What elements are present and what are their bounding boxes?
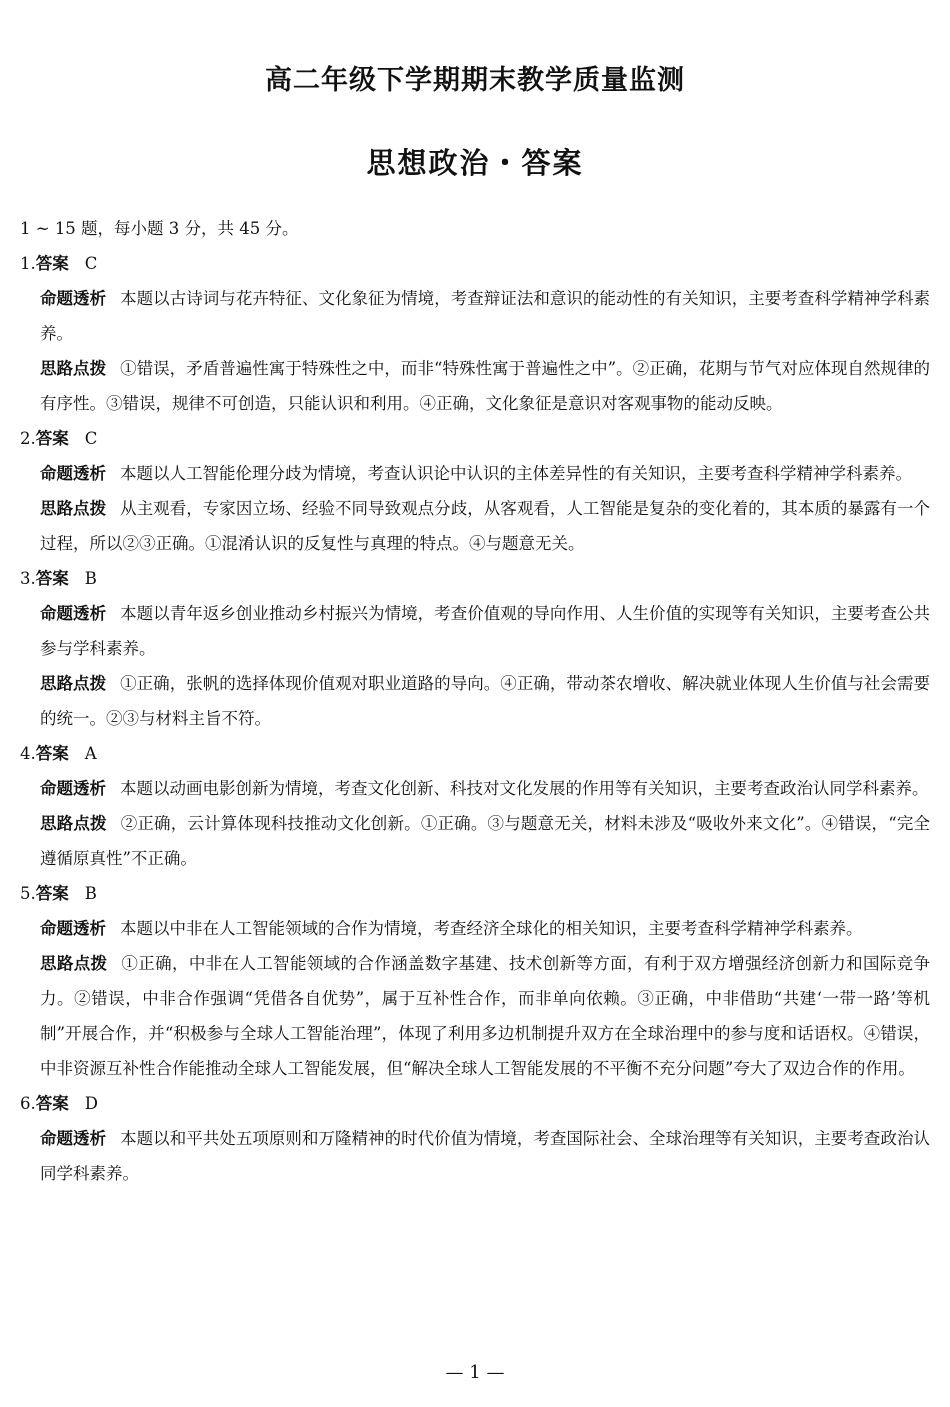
question-5-answer (20, 876, 930, 911)
question-4-analysis (40, 771, 930, 806)
answer-label: 答案 (35, 429, 69, 448)
hint-label: 思路点拨 (40, 954, 108, 973)
question-3-answer (20, 561, 930, 596)
question-number: 6. (20, 1094, 36, 1113)
answer-value: B (84, 884, 97, 903)
answer-label: 答案 (35, 884, 69, 903)
question-5-analysis (40, 911, 930, 946)
page-title: 高二年级下学期期末教学质量监测 (265, 65, 685, 96)
question-2-answer (20, 421, 930, 456)
question-6-analysis (40, 1121, 930, 1191)
question-3-analysis (40, 596, 930, 666)
answer-value: C (84, 429, 98, 448)
analysis-label: 命题透析 (40, 1129, 107, 1148)
answer-label: 答案 (35, 1094, 69, 1113)
hint-label: 思路点拨 (40, 814, 107, 833)
question-number: 2. (20, 429, 36, 448)
analysis-label: 命题透析 (40, 289, 107, 308)
scoring-note: 1 ~ 15 题，每小题 3 分，共 45 分。 (20, 219, 299, 238)
answer-content (20, 211, 930, 1191)
analysis-text: 本题以人工智能伦理分歧为情境，考查认识论中认识的主体差异性的有关知识，主要考查科学精神学科素养。 (120, 464, 912, 483)
analysis-label: 命题透析 (40, 779, 106, 798)
question-5-hint (40, 946, 930, 1086)
question-number: 3. (20, 569, 36, 588)
question-1-answer (20, 246, 930, 281)
analysis-text: 本题以青年返乡创业推动乡村振兴为情境，考查价值观的导向作用、人生价值的实现等有关知识，主要考查公共参与学科素养。 (40, 604, 931, 658)
analysis-label: 命题透析 (40, 464, 106, 483)
question-1-hint (40, 351, 930, 421)
hint-label: 思路点拨 (40, 674, 107, 693)
question-4-hint (40, 806, 930, 876)
hint-text: ①正确，张帆的选择体现价值观对职业道路的导向。④正确，带动茶农增收、解决就业体现人生价值与社会需要的统一。②③与材料主旨不符。 (40, 674, 931, 728)
question-4-answer (20, 736, 930, 771)
analysis-text: 本题以古诗词与花卉特征、文化象征为情境，考查辩证法和意识的能动性的有关知识，主要考查科学精神学科素养。 (40, 289, 931, 343)
question-3-hint (40, 666, 930, 736)
analysis-text: 本题以和平共处五项原则和万隆精神的时代价值为情境，考查国际社会、全球治理等有关知识，主要考查政治认同学科素养。 (40, 1129, 931, 1183)
question-number: 1. (20, 254, 36, 273)
analysis-text: 本题以中非在人工智能领域的合作为情境，考查经济全球化的相关知识，主要考查科学精神学科素养。 (120, 919, 863, 938)
answer-value: C (84, 254, 98, 273)
hint-text: ①错误，矛盾普遍性寓于特殊性之中，而非“特殊性寓于普遍性之中”。②正确，花期与节气对应体现自然规律的有序性。③错误，规律不可创造，只能认识和利用。④正确，文化象征是意识对客观事物的能动反映。 (40, 359, 931, 413)
answer-value: B (84, 569, 97, 588)
question-number: 4. (20, 744, 36, 763)
question-6-answer (20, 1086, 930, 1121)
answer-value: D (84, 1094, 98, 1113)
page-number: — 1 — (445, 1362, 505, 1383)
answer-label: 答案 (35, 569, 69, 588)
hint-text: ②正确，云计算体现科技推动文化创新。①正确。③与题意无关，材料未涉及“吸收外来文化”。④错误，“完全遵循原真性”不正确。 (40, 814, 931, 868)
question-2-analysis (40, 456, 930, 491)
answer-label: 答案 (35, 744, 69, 763)
analysis-label: 命题透析 (40, 604, 107, 623)
analysis-label: 命题透析 (40, 919, 106, 938)
hint-label: 思路点拨 (40, 359, 107, 378)
hint-label: 思路点拨 (40, 499, 107, 518)
question-number: 5. (20, 884, 36, 903)
question-1-analysis (40, 281, 930, 351)
hint-text: ①正确，中非在人工智能领域的合作涵盖数字基建、技术创新等方面，有利于双方增强经济创新力和国际竞争力。②错误，中非合作强调“凭借各自优势”，属于互补性合作，而非单向依赖。③正确，中非借助“共建‘一带一路’等机制”开展合作，并“积极参与全球人工智能治理”，体现了利用多边机制提升双方在全球治理中的参与度和话语权。④错误，中非资源互补性合作能推动全球人工智能发展，但“解决全球人工智能发展的不平衡不充分问题”夸大了双边合作的作用。 (40, 954, 931, 1078)
answer-value: A (84, 744, 97, 763)
page-subtitle: 思想政治・答案 (366, 146, 584, 180)
analysis-text: 本题以动画电影创新为情境，考查文化创新、科技对文化发展的作用等有关知识，主要考查政治认同学科素养。 (120, 779, 929, 798)
answer-label: 答案 (35, 254, 69, 273)
hint-text: 从主观看，专家因立场、经验不同导致观点分歧，从客观看，人工智能是复杂的变化着的，其本质的暴露有一个过程，所以②③正确。①混淆认识的反复性与真理的特点。④与题意无关。 (40, 499, 931, 553)
question-2-hint (40, 491, 930, 561)
